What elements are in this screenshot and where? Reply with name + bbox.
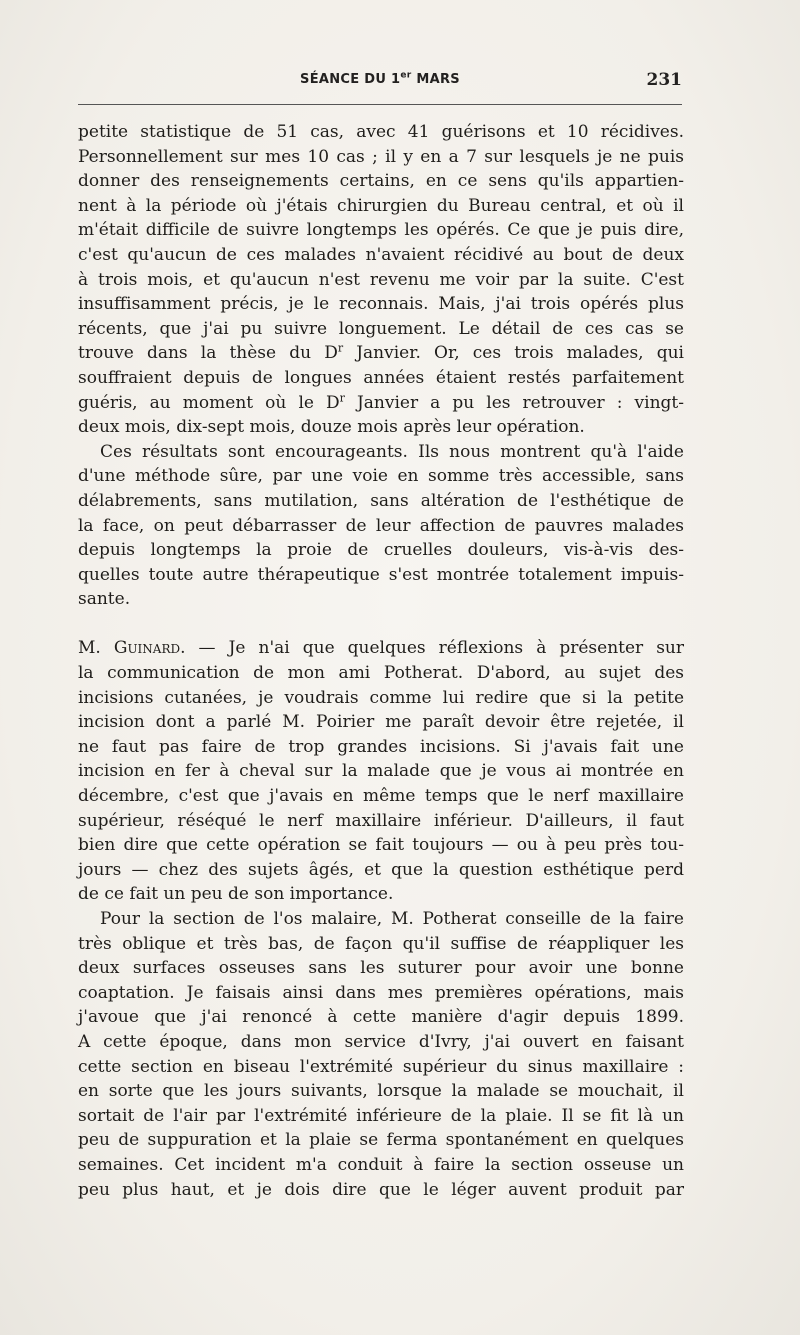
text-line: guéris, au moment où le $D^r$ Janvier a pu les retrouver : vingt- [78, 390, 684, 413]
text-line: nent à la période où j'étais chirurgien du Bureau central, et où il [78, 195, 684, 216]
header-rule [78, 104, 682, 105]
paragraph [78, 120, 684, 440]
text-line: cette section en biseau l'extrémité supérieur du sinus maxillaire : [78, 1056, 684, 1077]
text-line: à trois mois, et qu'aucun n'est revenu me voir par la suite. C'est [78, 269, 684, 290]
running-head [78, 70, 682, 94]
text-line: délabrements, sans mutilation, sans altération de l'esthétique de [78, 490, 684, 511]
text-line: Pour la section de l'os malaire, M. Potherat conseille de la faire [100, 909, 684, 929]
text-line: la face, on peut débarrasser de leur affection de pauvres malades [78, 515, 684, 536]
paragraph [78, 440, 684, 612]
text-line: coaptation. Je faisais ainsi dans mes premières opérations, mais [78, 982, 684, 1003]
text-line: la communication de mon ami Potherat. D'abord, au sujet des [78, 663, 684, 684]
speaker-name: Guinard [113, 638, 181, 659]
text-line: ne faut pas faire de trop grandes incisions. Si j'avais fait une [78, 736, 684, 757]
text-line: deux surfaces osseuses sans les suturer pour avoir une bonne [78, 958, 684, 979]
text-line: quelles toute autre thérapeutique s'est montrée totalement impuis- [78, 564, 684, 585]
text-line: insuffisamment précis, je le reconnais. Mais, j'ai trois opérés plus [78, 294, 684, 315]
text-line: de ce fait un peu de son importance. [78, 884, 394, 905]
text-line: jours — chez des sujets âgés, et que la question esthétique perd [78, 859, 684, 880]
text-line: c'est qu'aucun de ces malades n'avaient récidivé au bout de deux [78, 244, 684, 265]
paragraph-gap [78, 612, 684, 637]
text-line: récents, que j'ai pu suivre longuement. Le détail de ces cas se [78, 318, 684, 339]
text-line: souffraient depuis de longues années étaient restés parfaitement [78, 367, 684, 388]
text-line: Personnellement sur mes 10 cas ; il y en a 7 sur lesquels je ne puis [78, 146, 684, 167]
text-line: incisions cutanées, je voudrais comme lui redire que si la petite [78, 687, 684, 708]
text-line: M. Guinard. — Je n'ai que quelques réflexions à présenter sur [78, 638, 685, 659]
speaker-prefix: M. [78, 638, 114, 659]
page-number: 231 [646, 70, 682, 90]
text-line: supérieur, réséqué le nerf maxillaire inférieur. D'ailleurs, il faut [78, 810, 684, 831]
text-line: sortait de l'air par l'extrémité inférieure de la plaie. Il se fit là un [78, 1105, 684, 1126]
body-text [78, 120, 684, 1202]
text-line: A cette époque, dans mon service d'Ivry, j'ai ouvert en faisant [78, 1031, 684, 1052]
text-line: d'une méthode sûre, par une voie en somme très accessible, sans [78, 466, 684, 487]
text-line: sante. [78, 589, 131, 610]
text-line: bien dire que cette opération se fait toujours — ou à peu près tou- [78, 835, 684, 856]
text-line: en sorte que les jours suivants, lorsque la malade se mouchait, il [78, 1081, 684, 1102]
text-line: m'était difficile de suivre longtemps les opérés. Ce que je puis dire, [78, 220, 684, 241]
text-line: semaines. Cet incident m'a conduit à faire la section osseuse un [78, 1154, 684, 1175]
text-line: petite statistique de 51 cas, avec 41 guérisons et 10 récidives. [78, 122, 684, 142]
text-line: peu plus haut, et je dois dire que le léger auvent produit par [78, 1179, 684, 1200]
text-line: incision dont a parlé M. Poirier me paraît devoir être rejetée, il [78, 712, 684, 733]
text-line: décembre, c'est que j'avais en même temps que le nerf maxillaire [78, 786, 684, 807]
text-line: trouve dans la thèse du $D^r$ Janvier. Or, ces trois malades, qui [78, 341, 684, 364]
paragraph [78, 636, 684, 907]
paragraph [78, 907, 684, 1202]
text-line: incision en fer à cheval sur la malade que je vous ai montrée en [78, 761, 684, 782]
text-line: Ces résultats sont encourageants. Ils nous montrent qu'à l'aide [100, 441, 684, 462]
text-line: depuis longtemps la proie de cruelles douleurs, vis-à-vis des- [78, 540, 684, 561]
running-head-title: SÉANCE DU 1er MARS [300, 70, 460, 87]
text-line: j'avoue que j'ai renoncé à cette manière d'agir depuis 1899. [78, 1007, 684, 1028]
text-line: peu de suppuration et la plaie se ferma spontanément en quelques [78, 1130, 684, 1151]
text-line: donner des renseignements certains, en ce sens qu'ils appartien- [78, 171, 684, 192]
text-line: deux mois, dix-sept mois, douze mois après leur opération. [78, 417, 585, 438]
text-line: très oblique et très bas, de façon qu'il suffise de réappliquer les [78, 933, 684, 954]
